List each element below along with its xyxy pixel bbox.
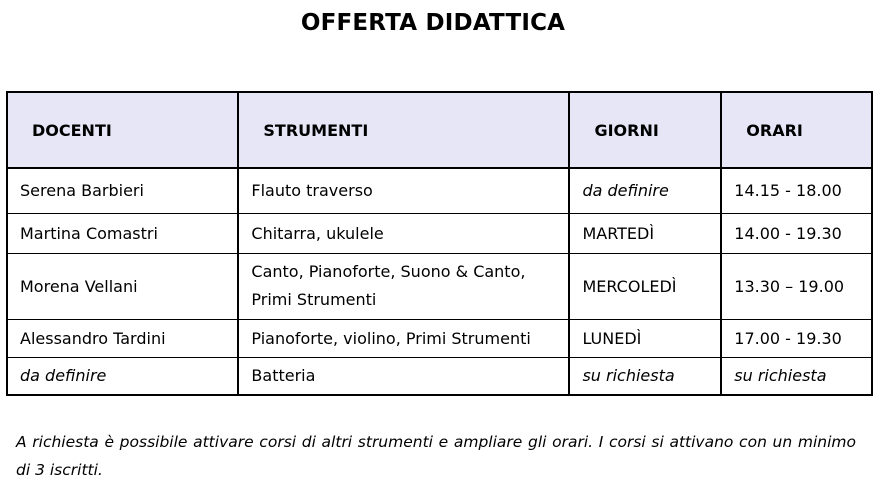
footnote: A richiesta è possibile attivare corsi di altri strumenti e ampliare gli orari. I corsi si attivano con un minimo di 3 iscritti. <box>16 433 856 479</box>
instruments-cell: Batteria <box>238 357 569 395</box>
teacher-cell: Serena Barbieri <box>7 168 238 213</box>
days-cell: da definire <box>569 168 721 213</box>
days-cell: MARTEDÌ <box>569 213 721 253</box>
days-cell: su richiesta <box>569 357 721 395</box>
header-teachers: DOCENTI <box>7 92 238 168</box>
teacher-cell: Alessandro Tardini <box>7 319 238 357</box>
days-cell: LUNEDÌ <box>569 319 721 357</box>
table-row <box>7 213 872 253</box>
hours-cell: su richiesta <box>721 357 872 395</box>
page-title: OFFERTA DIDATTICA <box>300 10 566 36</box>
table-row <box>7 319 872 357</box>
course-offer-table <box>6 91 873 396</box>
hours-cell: 13.30 – 19.00 <box>721 253 872 319</box>
instruments-cell: Pianoforte, violino, Primi Strumenti <box>238 319 569 357</box>
teacher-cell: da definire <box>7 357 238 395</box>
teacher-cell: Martina Comastri <box>7 213 238 253</box>
instruments-cell: Flauto traverso <box>238 168 569 213</box>
table-header-row <box>7 92 872 168</box>
hours-cell: 14.00 - 19.30 <box>721 213 872 253</box>
table-row <box>7 253 872 319</box>
header-instruments: STRUMENTI <box>238 92 569 168</box>
header-hours: ORARI <box>721 92 872 168</box>
hours-cell: 17.00 - 19.30 <box>721 319 872 357</box>
hours-cell: 14.15 - 18.00 <box>721 168 872 213</box>
teacher-cell: Morena Vellani <box>7 253 238 319</box>
days-cell: MERCOLEDÌ <box>569 253 721 319</box>
table-row <box>7 168 872 213</box>
instruments-cell: Canto, Pianoforte, Suono & Canto, Primi Strumenti <box>238 253 569 319</box>
header-days: GIORNI <box>569 92 721 168</box>
table-row <box>7 357 872 395</box>
instruments-cell: Chitarra, ukulele <box>238 213 569 253</box>
